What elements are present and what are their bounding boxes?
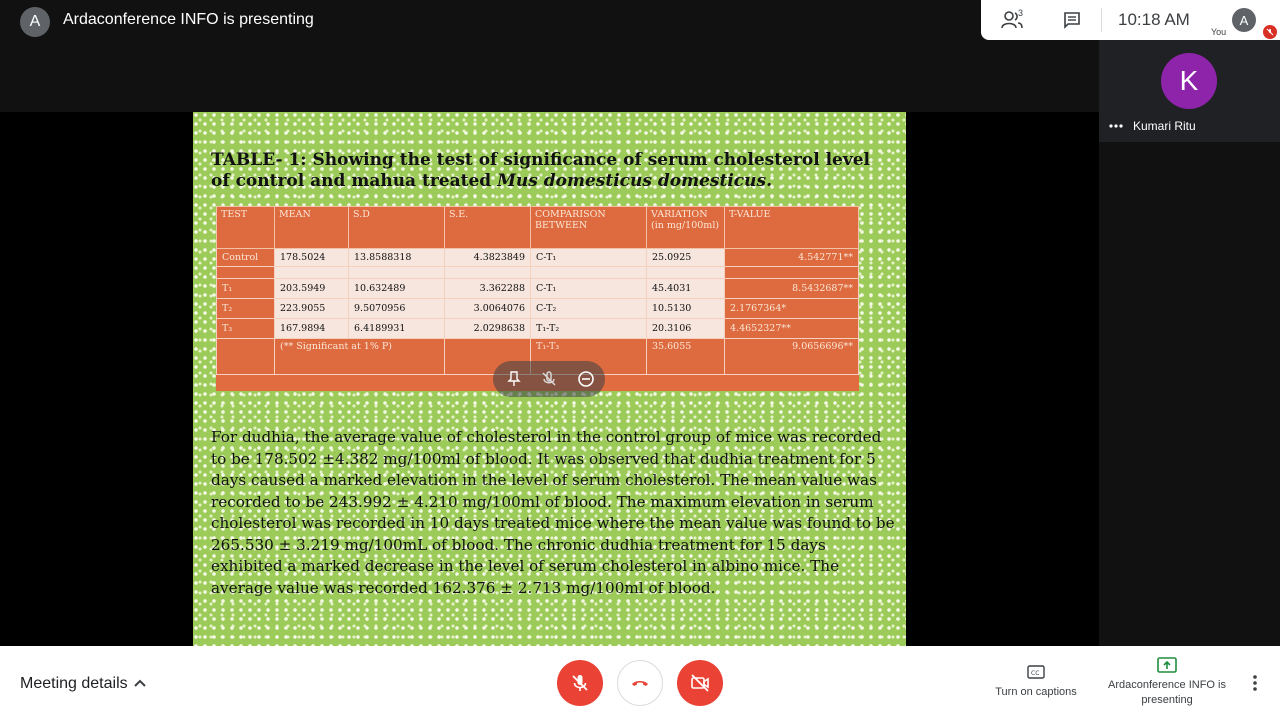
table-cell: C-T₂: [531, 299, 647, 319]
clock: 10:18 AM: [1118, 10, 1190, 29]
leave-call-button[interactable]: [617, 660, 663, 706]
you-label: You: [1211, 27, 1227, 37]
chat-icon[interactable]: [1063, 11, 1081, 29]
bottom-bar: [0, 646, 1280, 720]
tile-overlay-controls: [493, 361, 605, 397]
table-cell: T₃: [217, 319, 275, 339]
table-cell: 10.632489: [349, 279, 445, 299]
mic-off-icon: [1266, 28, 1274, 36]
meeting-details-button[interactable]: Meeting details: [20, 675, 128, 692]
table-cell: T₁-T₂: [531, 319, 647, 339]
remove-icon[interactable]: [577, 370, 595, 388]
table-cell: 9.5070956: [349, 299, 445, 319]
table-cell: T₁-T₃: [531, 339, 647, 375]
table-cell: C-T₁: [531, 279, 647, 299]
presenting-button[interactable]: Ardaconference INFO is presenting: [1108, 679, 1226, 706]
table-cell: 223.9055: [275, 299, 349, 319]
table-cell: 4.542771**: [725, 249, 859, 267]
captions-icon[interactable]: [1027, 665, 1045, 679]
table-cell: 3.362288: [445, 279, 531, 299]
table-row: [217, 279, 859, 299]
table-cell: 2.0298638: [445, 319, 531, 339]
people-icon[interactable]: [1001, 10, 1027, 30]
table-cell: T₁: [217, 279, 275, 299]
table-header: VARIATION (in mg/100ml): [647, 207, 725, 249]
present-screen-icon[interactable]: [1157, 657, 1177, 673]
table-header: S.E.: [445, 207, 531, 249]
table-cell: 8.5432687**: [725, 279, 859, 299]
table-cell: 4.3823849: [445, 249, 531, 267]
table-cell: 4.4652327**: [725, 319, 859, 339]
table-cell: T₂: [217, 299, 275, 319]
pin-icon[interactable]: [505, 370, 523, 388]
participant-tile[interactable]: [1099, 40, 1280, 142]
table-row: [217, 299, 859, 319]
table-header: COMPARISON BETWEEN: [531, 207, 647, 249]
table-cell: 3.0064076: [445, 299, 531, 319]
table-cell: 10.5130: [647, 299, 725, 319]
mic-off-icon: [569, 672, 591, 694]
microphone-toggle-button[interactable]: [557, 660, 603, 706]
table-header: TEST: [217, 207, 275, 249]
table-cell: 6.4189931: [349, 319, 445, 339]
captions-button[interactable]: Turn on captions: [995, 686, 1077, 698]
table-row: [217, 249, 859, 267]
slide-body-text: For dudhia, the average value of cholesterol in the control group of mice was recorded to be 178.502 ±4.382 mg/100ml of blood. It was observed that dudhia treatment for 5 days caused a marked elevation in the level of serum cholesterol. The mean value was recorded to be 243.992 ± 4.210 mg/100ml of blood. The maximum elevation in serum cholesterol was recorded in 10 days treated mice where the mean value was found to be 265.530 ± 3.219 mg/100mL of blood. The chronic dudhia treatment for 15 days exhibited a marked decrease in the level of serum cholesterol in albino mice. The average value was recorded 162.376 ± 2.713 mg/100ml of blood.: [211, 428, 895, 597]
table-cell: 20.3106: [647, 319, 725, 339]
panel-divider: [1101, 8, 1102, 32]
people-count: 3: [1018, 8, 1024, 18]
table-row: [217, 267, 859, 279]
mic-off-badge: [1263, 25, 1277, 39]
slide-title: TABLE- 1: Showing the test of significance of serum cholesterol level of control and mahua treated Mus domesticus domesticus.: [211, 150, 871, 191]
participant-panel: [1099, 40, 1280, 646]
presented-slide: [193, 112, 906, 646]
table-header: MEAN: [275, 207, 349, 249]
table-cell: 2.1767364*: [725, 299, 859, 319]
participant-name: Kumari Ritu: [1133, 119, 1196, 133]
table-row: [217, 319, 859, 339]
table-cell: 178.5024: [275, 249, 349, 267]
chevron-up-icon[interactable]: [133, 676, 147, 690]
table-header: T-VALUE: [725, 207, 859, 249]
table-cell: 45.4031: [647, 279, 725, 299]
table-cell: C-T₁: [531, 249, 647, 267]
audio-indicator-icon: [1109, 123, 1123, 129]
presenter-title: Ardaconference INFO is presenting: [63, 11, 314, 28]
participant-avatar: K: [1161, 53, 1217, 109]
table-cell: 35.6055: [647, 339, 725, 375]
self-avatar[interactable]: A: [1232, 8, 1256, 32]
table-cell: 203.5949: [275, 279, 349, 299]
hang-up-icon: [629, 672, 651, 694]
camera-toggle-button[interactable]: [677, 660, 723, 706]
table-cell: 167.9894: [275, 319, 349, 339]
more-options-icon[interactable]: [1248, 674, 1262, 692]
table-cell: [217, 339, 275, 375]
camera-off-icon: [689, 672, 711, 694]
table-cell: 25.0925: [647, 249, 725, 267]
table-cell: 9.0656696**: [725, 339, 859, 375]
presenter-avatar: A: [20, 7, 50, 37]
table-cell: 13.8588318: [349, 249, 445, 267]
top-right-panel: [981, 0, 1280, 40]
table-header: S.D: [349, 207, 445, 249]
table-cell: Control: [217, 249, 275, 267]
svg-text:CC: CC: [1031, 670, 1040, 677]
mute-icon[interactable]: [540, 370, 558, 388]
significance-note: (** Significant at 1% P): [275, 339, 445, 375]
